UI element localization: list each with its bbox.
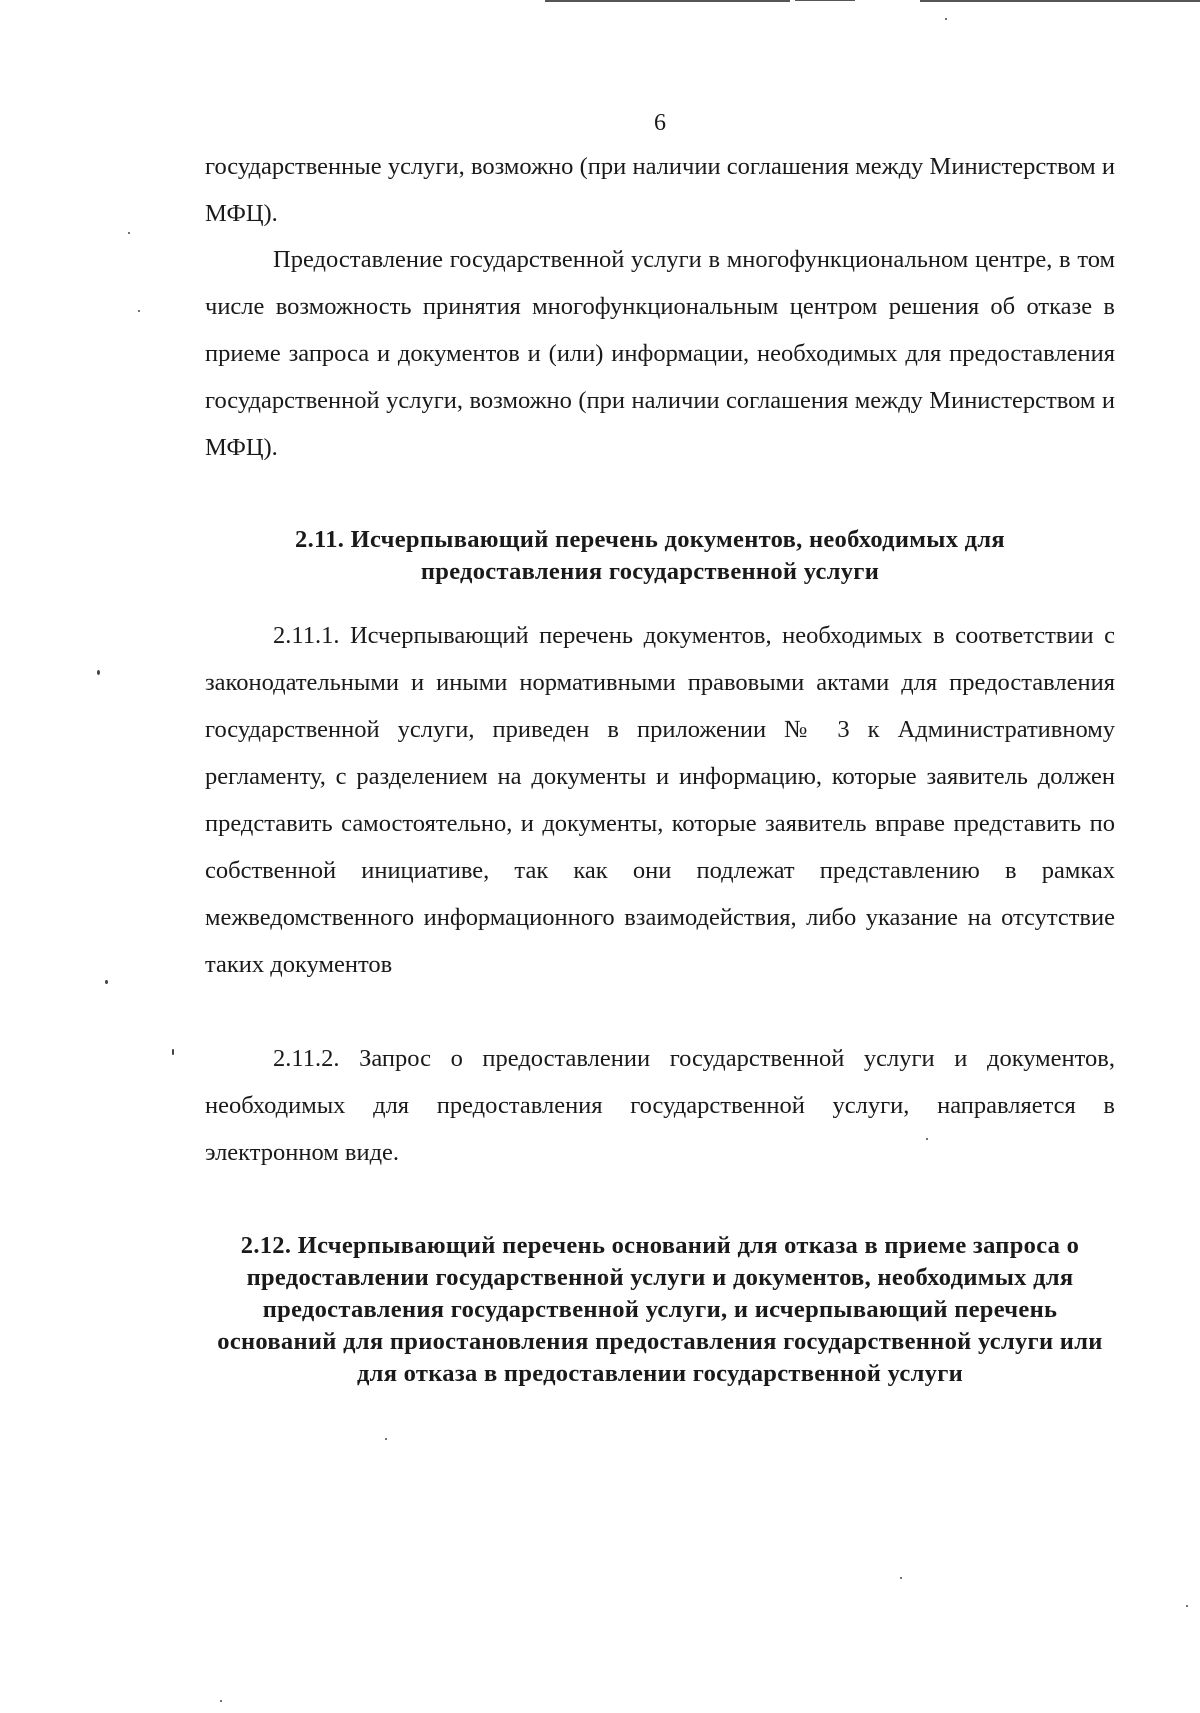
- paragraph-services-continued: государственные услуги, возможно (при наличии соглашения между Министерством и МФЦ).: [205, 153, 1115, 227]
- scan-speck: [385, 1438, 387, 1440]
- scan-speck: [97, 670, 100, 675]
- scan-speck: [945, 18, 947, 20]
- paragraph-2-11-1: 2.11.1. Исчерпывающий перечень документов, необходимых в соответствии с законодательными и иными нормативными правовыми актами для предоставления государственной услуги, приведен в приложении № 3 к Административному регламенту, с разделением на документы и информацию, которые заявитель должен представить самостоятельно, и документы, которые заявитель вправе представить по собственной инициативе, так как они подлежат представлению в рамках межведомственного информационного взаимодействия, либо указание на отсутствие таких документов: [205, 622, 1115, 978]
- top-scan-rule-right: [920, 0, 1200, 2]
- scan-speck: [105, 980, 108, 984]
- section-2-11-heading: 2.11. Исчерпывающий перечень документов, необходимых для предоставления государственной услуги: [295, 526, 1005, 585]
- paragraph-mfc-provision: Предоставление государственной услуги в многофункциональном центре, в том числе возможность принятия многофункциональным центром решения об отказе в приеме запроса и документов и (или) информации, необходимых для предоставления государственной услуги, возможно (при наличии соглашения между Министерством и МФЦ).: [205, 246, 1115, 461]
- scan-speck: [220, 1700, 222, 1702]
- scan-speck: [900, 1577, 902, 1579]
- scan-speck: [926, 1138, 928, 1140]
- scan-speck: [1186, 1605, 1188, 1607]
- top-scan-rule-fragment: [795, 0, 855, 1]
- page-number: 6: [654, 110, 666, 136]
- scan-speck: [128, 232, 130, 234]
- section-2-12-heading: 2.12. Исчерпывающий перечень оснований для отказа в приеме запроса о предоставлении государственной услуги и документов, необходимых для предоставления государственной услуги, и исчерпывающий перечень оснований для приостановления предоставления государственной услуги или для отказа в предоставлении государственной услуги: [217, 1232, 1103, 1387]
- paragraph-2-11-2: 2.11.2. Запрос о предоставлении государственной услуги и документов, необходимых для предоставления государственной услуги, направляется в электронном виде.: [205, 1045, 1115, 1166]
- scan-speck: [138, 310, 140, 312]
- top-scan-rule: [545, 0, 790, 2]
- scan-speck: [172, 1049, 174, 1055]
